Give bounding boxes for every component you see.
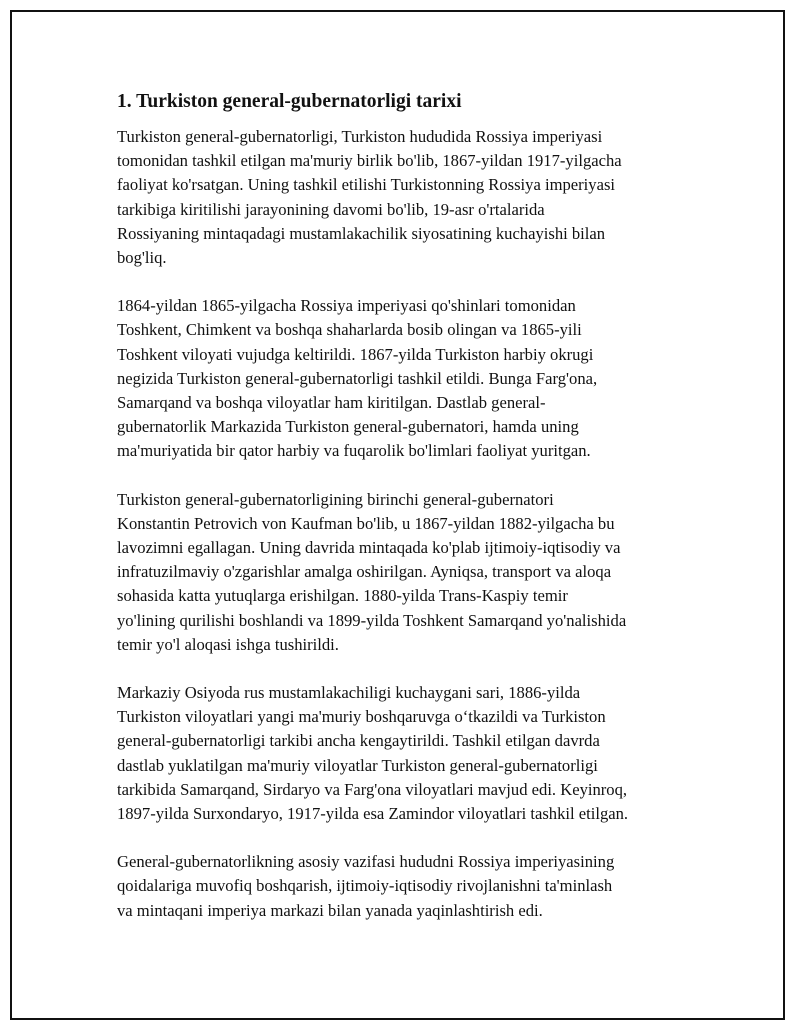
paragraph-line: Turkiston viloyatlari yangi ma'muriy boshqaruvga o‘tkazildi va Turkiston bbox=[117, 707, 606, 727]
paragraph-line: lavozimni egallagan. Uning davrida mintaqada ko'plab ijtimoiy-iqtisodiy va bbox=[117, 538, 621, 558]
paragraph-line: infratuzilmaviy o'zgarishlar amalga oshirilgan. Ayniqsa, transport va aloqa bbox=[117, 562, 612, 582]
paragraph-line: tarkibida Samarqand, Sirdaryo va Farg'ona viloyatlari mavjud edi. Keyinroq, bbox=[117, 779, 628, 799]
paragraph-line: tarkibiga kiritilishi jarayonining davomi bo'lib, 19-asr o'rtalarida bbox=[117, 199, 545, 219]
paragraph-line: Samarqand va boshqa viloyatlar ham kiritilgan. Dastlab general- bbox=[117, 393, 546, 413]
paragraph-line: Turkiston general-gubernatorligining birinchi general-gubernatori bbox=[117, 489, 554, 509]
paragraph-line: 1897-yilda Surxondaryo, 1917-yilda esa Zamindor viloyatlari tashkil etilgan. bbox=[117, 804, 629, 824]
paragraph-line: Rossiyaning mintaqadagi mustamlakachilik siyosatining kuchayishi bilan bbox=[117, 223, 606, 243]
paragraph-4 bbox=[117, 681, 697, 826]
paragraph-line: gubernatorlik Markazida Turkiston general-gubernatori, hamda uning bbox=[117, 417, 579, 437]
paragraph-line: negizida Turkiston general-gubernatorligi tashkil etildi. Bunga Farg'ona, bbox=[117, 368, 598, 388]
paragraph-line: Konstantin Petrovich von Kaufman bo'lib, u 1867-yildan 1882-yilgacha bu bbox=[117, 513, 615, 533]
paragraph-line: faoliyat ko'rsatgan. Uning tashkil etilishi Turkistonning Rossiya imperiyasi bbox=[117, 175, 616, 195]
paragraph-line: bog'liq. bbox=[117, 248, 167, 268]
paragraph-line: qoidalariga muvofiq boshqarish, ijtimoiy-iqtisodiy rivojlanishni ta'minlash bbox=[117, 876, 613, 896]
paragraph-line: sohasida katta yutuqlarga erishilgan. 1880-yilda Trans-Kaspiy temir bbox=[117, 586, 568, 606]
paragraph-line: va mintaqani imperiya markazi bilan yanada yaqinlashtirish edi. bbox=[117, 900, 543, 920]
paragraph-line: general-gubernatorligi tarkibi ancha kengaytirildi. Tashkil etilgan davrda bbox=[117, 731, 600, 751]
paragraph-line: tomonidan tashkil etilgan ma'muriy birlik bo'lib, 1867-yildan 1917-yilgacha bbox=[117, 151, 622, 171]
section-title: 1. Turkiston general-gubernatorligi tarixi bbox=[117, 91, 462, 112]
document-body bbox=[117, 90, 697, 947]
paragraph-line: dastlab yuklatilgan ma'muriy viloyatlar Turkiston general-gubernatorligi bbox=[117, 755, 598, 775]
paragraph-line: Turkiston general-gubernatorligi, Turkiston hududida Rossiya imperiyasi bbox=[117, 127, 603, 146]
paragraph-line: 1864-yildan 1865-yilgacha Rossiya imperiyasi qo'shinlari tomonidan bbox=[117, 296, 576, 316]
paragraph-line: Toshkent, Chimkent va boshqa shaharlarda bosib olingan va 1865-yili bbox=[117, 320, 582, 340]
paragraph-1 bbox=[117, 125, 697, 270]
paragraph-line: ma'muriyatida bir qator harbiy va fuqarolik bo'limlari faoliyat yuritgan. bbox=[117, 441, 591, 461]
paragraph-5 bbox=[117, 850, 697, 923]
paragraph-line: yo'lining qurilishi boshlandi va 1899-yilda Toshkent Samarqand yo'nalishida bbox=[117, 610, 627, 630]
paragraph-2 bbox=[117, 294, 697, 463]
paragraph-line: General-gubernatorlikning asosiy vazifasi hududni Rossiya imperiyasining bbox=[117, 852, 615, 872]
paragraph-line: temir yo'l aloqasi ishga tushirildi. bbox=[117, 634, 339, 654]
paragraph-line: Toshkent viloyati vujudga keltirildi. 1867-yilda Turkiston harbiy okrugi bbox=[117, 344, 594, 364]
paragraph-3 bbox=[117, 488, 697, 657]
paragraph-line: Markaziy Osiyoda rus mustamlakachiligi kuchaygani sari, 1886-yilda bbox=[117, 683, 581, 703]
